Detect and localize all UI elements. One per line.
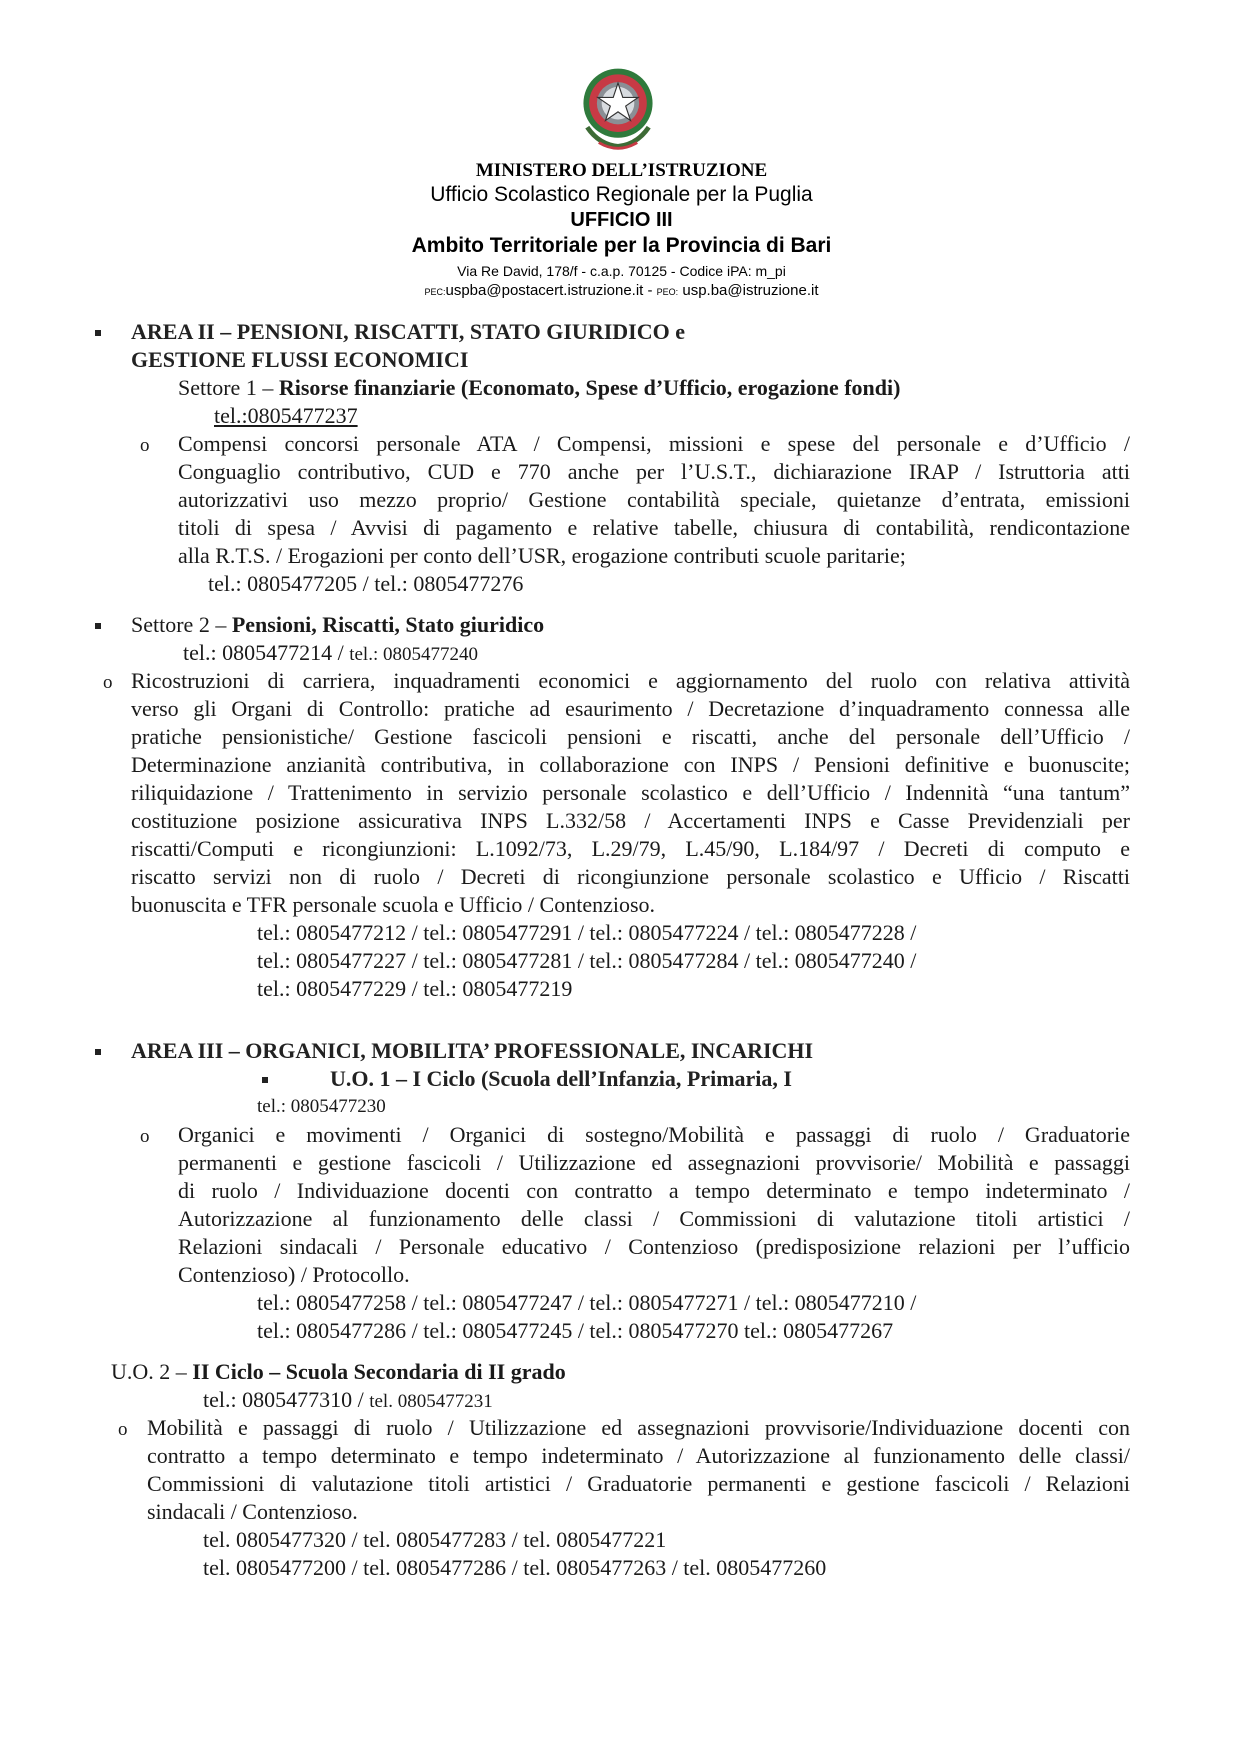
area2-title-line1: AREA II – PENSIONI, RISCATTI, STATO GIURIDICO e [131,319,685,344]
uo1-tel-line: tel.: 0805477286 / tel.: 0805477245 / tel.: 0805477270 tel.: 0805477267 [257,1318,894,1343]
settore1-tel[interactable]: tel.:0805477237 [214,403,358,428]
uo2-desc-line: Commissioni di valutazione titoli artistici / Graduatorie permanenti e gestione fascicoli / Relazioni [147,1471,1130,1496]
uo1-desc-line: Autorizzazione al funzionamento delle classi / Commissioni di valutazione titoli artistici / [178,1206,1130,1231]
settore2-desc-line: riscatto servizi non di ruolo / Decreti di ricongiunzione personale scolastico e Ufficio / Riscatti [131,864,1130,889]
settore2-desc-line: buonuscita e TFR personale scuola e Ufficio / Contenzioso. [131,892,656,917]
uo2-desc-line: Mobilità e passaggi di ruolo / Utilizzazione ed assegnazioni provvisorie/Individuazione docenti con [147,1415,1130,1440]
settore2-tel-line: tel.: 0805477229 / tel.: 0805477219 [257,976,573,1001]
settore2-desc-line: Determinazione anzianità contributiva, in collaborazione con INPS / Pensioni definitive e buonuscite; [131,752,1130,777]
uo2-heading [111,1358,566,1386]
settore2-heading [131,611,544,639]
settore1-prefix: Settore 1 – [178,375,279,400]
circle-bullet: o [103,672,113,693]
ministry-name: MINISTERO DELL’ISTRUZIONE [475,160,768,181]
settore1-desc-line: titoli di spesa / Avvisi di pagamento e relative tabelle, chiusura di contabilità, rendicontazione [178,515,1130,540]
uo1-tel-line: tel.: 0805477258 / tel.: 0805477247 / tel.: 0805477271 / tel.: 0805477210 / [257,1290,917,1315]
uo1-desc-line: di ruolo / Individuazione docenti con contratto a tempo determinato e tempo indeterminato / [178,1178,1130,1203]
uo1-desc-line: Organici e movimenti / Organici di sostegno/Mobilità e passaggi di ruolo / Graduatorie [178,1122,1130,1147]
uo1-title: U.O. 1 – I Ciclo (Scuola dell’Infanzia, Primaria, I [330,1066,792,1091]
uo2-tel-a: tel.: 0805477310 / [203,1387,370,1412]
uo2-tel-b: tel. 0805477231 [369,1391,493,1412]
area3-title: AREA III – ORGANICI, MOBILITA’ PROFESSIONALE, INCARICHI [131,1038,814,1063]
mail-separator: - [643,282,657,299]
settore2-tel-a: tel.: 0805477214 / [183,640,350,665]
settore2-name: Pensioni, Riscatti, Stato giuridico [231,612,545,637]
settore2-desc-line: pratiche pensionistiche/ Gestione fascicoli pensioni e riscatti, anche del personale dell’Ufficio / [131,724,1130,749]
uo2-desc-line: sindacali / Contenzioso. [147,1499,358,1524]
square-bullet [262,1077,268,1083]
circle-bullet: o [140,1126,150,1147]
pec-address[interactable]: uspba@postacert.istruzione.it [445,282,644,299]
settore2-desc-line: verso gli Organi di Controllo: pratiche ad esaurimento / Decretazione d’inquadramento connessa alle [131,696,1130,721]
uo2-tel-line: tel. 0805477320 / tel. 0805477283 / tel. 0805477221 [203,1527,667,1552]
settore1-heading [178,374,900,402]
settore2-desc-line: Ricostruzioni di carriera, inquadramenti economici e aggiornamento del ruolo con relativa attività [131,668,1130,693]
settore1-desc-line: autorizzativi uso mezzo proprio/ Gestione contabilità speciale, quietanze d’entrata, emissioni [178,487,1130,512]
area2-title-line2: GESTIONE FLUSSI ECONOMICI [131,347,469,372]
settore2-desc-line: riscatti/Computi e ricongiunzioni: L.1092/73, L.29/79, L.45/90, L.184/97 / Decreti di computo e [131,836,1130,861]
settore2-desc-line: costituzione posizione assicurativa INPS L.332/58 / Accertamenti INPS e Casse Previdenziali per [131,808,1130,833]
uo2-prefix: U.O. 2 – [111,1359,193,1384]
settore2-desc-line: riliquidazione / Trattenimento in servizio personale scolastico e dell’Ufficio / Indennità “una tantum” [131,780,1130,805]
uo2-tel-line: tel. 0805477200 / tel. 0805477286 / tel. 0805477263 / tel. 0805477260 [203,1555,827,1580]
uo1-desc-line: Contenzioso) / Protocollo. [178,1262,410,1287]
settore1-name: Risorse finanziarie (Economato, Spese d’Ufficio, erogazione fondi) [278,375,901,400]
settore2-tel-line: tel.: 0805477212 / tel.: 0805477291 / tel.: 0805477224 / tel.: 0805477228 / [257,920,917,945]
settore1-desc-line: alla R.T.S. / Erogazioni per conto dell’USR, erogazione contributi scuole paritarie; [178,543,906,568]
settore1-desc-line: Conguaglio contributivo, CUD e 770 anche per l’U.S.T., dichiarazione IRAP / Istruttoria atti [178,459,1130,484]
square-bullet [95,330,101,336]
square-bullet [95,1049,101,1055]
settore1-desc-line: Compensi concorsi personale ATA / Compensi, missioni e spese del personale e d’Ufficio / [178,431,1130,456]
uo2-tel [203,1386,493,1416]
peo-address[interactable]: usp.ba@istruzione.it [682,282,819,299]
office-name: UFFICIO III [570,209,673,231]
uo2-name: II Ciclo – Scuola Secondaria di II grado [192,1359,566,1384]
pec-label: PEC: [424,287,446,297]
uo1-tel: tel.: 0805477230 [257,1096,386,1117]
settore1-tel-line: tel.: 0805477205 / tel.: 0805477276 [208,571,524,596]
settore2-tel-line: tel.: 0805477227 / tel.: 0805477281 / tel.: 0805477284 / tel.: 0805477240 / [257,948,917,973]
office-address: Via Re David, 178/f - c.a.p. 70125 - Codice iPA: m_pi [457,263,786,279]
uo1-desc-line: Relazioni sindacali / Personale educativo / Contenzioso (predisposizione relazioni per l’ufficio [178,1234,1130,1259]
uo1-desc-line: permanenti e gestione fascicoli / Utilizzazione ed assegnazioni provvisorie/ Mobilità e passaggi [178,1150,1130,1175]
office-emails [0,282,1243,299]
regional-office-name: Ufficio Scolastico Regionale per la Puglia [430,183,813,206]
settore2-tel-b: tel.: 0805477240 [349,644,478,665]
territory-name: Ambito Territoriale per la Provincia di Bari [411,234,832,257]
settore2-prefix: Settore 2 – [131,612,232,637]
circle-bullet: o [118,1419,128,1440]
uo2-desc-line: contratto a tempo determinato e tempo indeterminato / Autorizzazione al funzionamento delle classi/ [147,1443,1130,1468]
peo-label: PEO: [656,287,679,297]
circle-bullet: o [140,435,150,456]
settore2-tel [183,639,478,669]
republic-emblem-icon [570,60,666,156]
square-bullet [95,623,101,629]
